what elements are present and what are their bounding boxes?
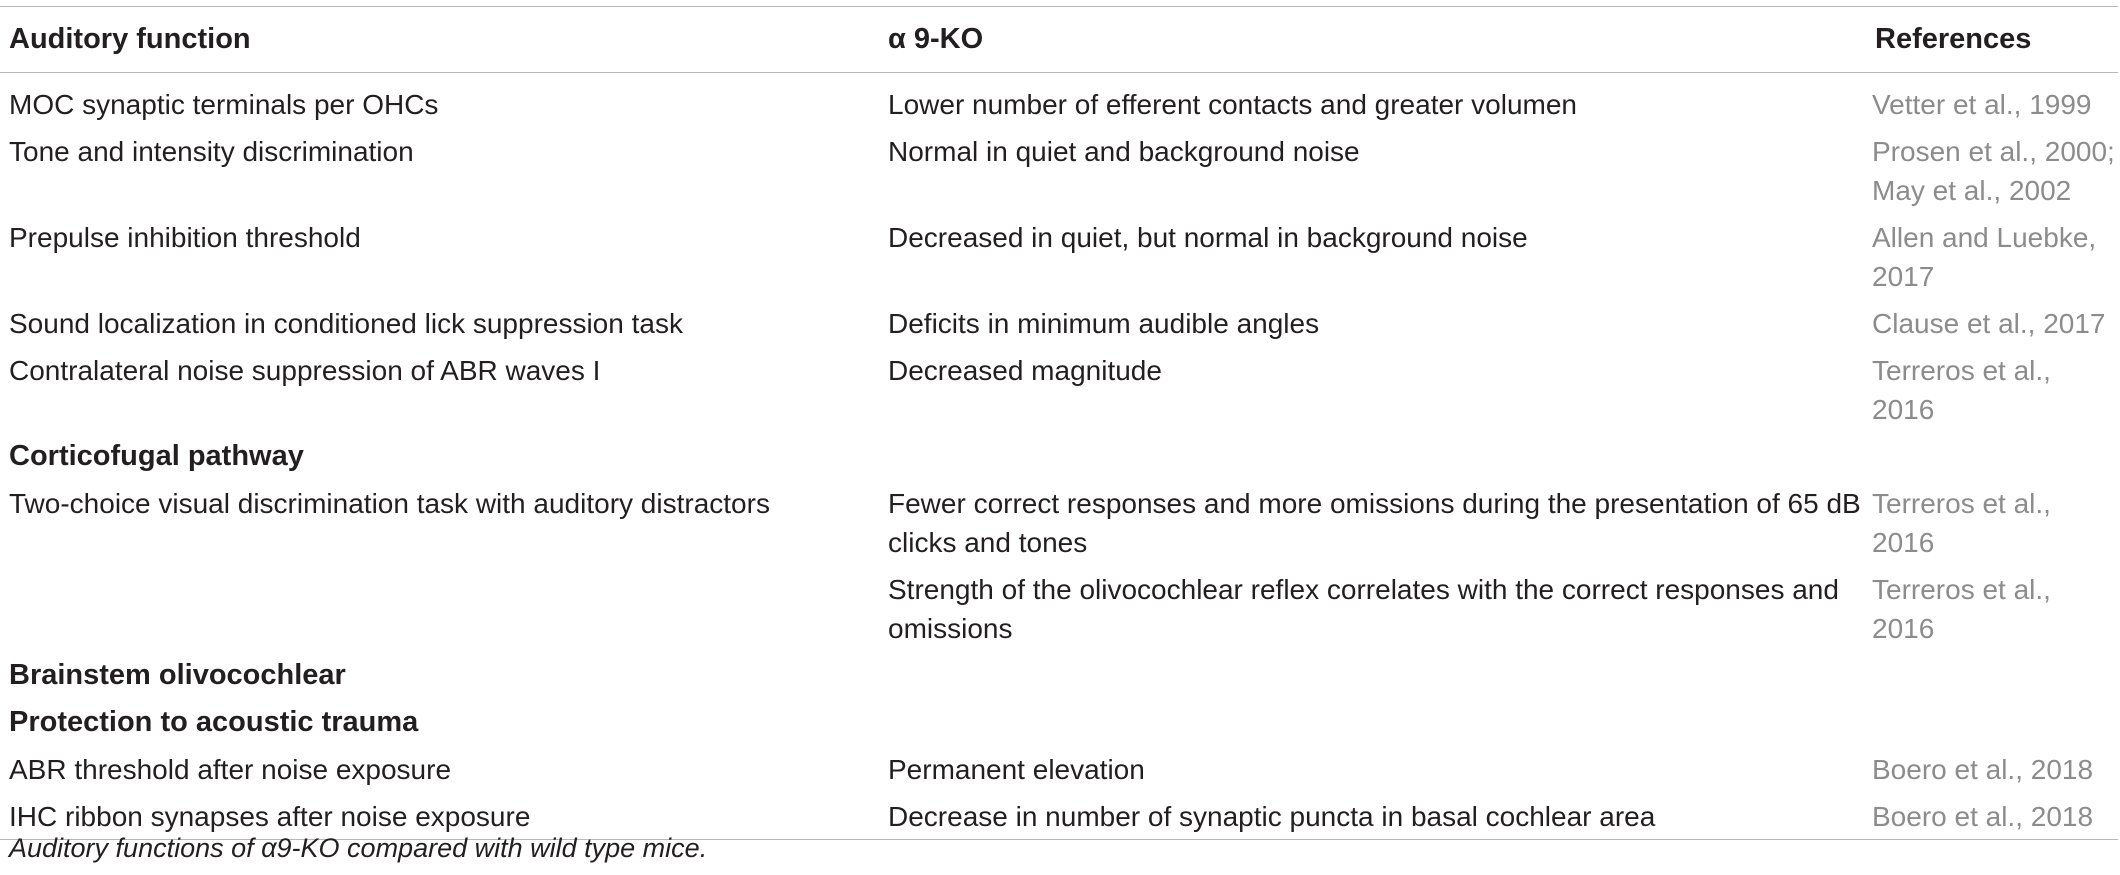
section-row	[0, 432, 2118, 479]
table-row	[0, 479, 2118, 565]
section-heading: Corticofugal pathway	[9, 440, 304, 472]
section-row	[0, 651, 2118, 698]
cell-auditory-function: Two-choice visual discrimination task with auditory distractors	[9, 488, 770, 519]
table-caption: Auditory functions of α9-KO compared with wild type mice.	[9, 833, 708, 863]
cell-auditory-function: IHC ribbon synapses after noise exposure	[9, 801, 531, 832]
cell-alpha9-ko: Permanent elevation	[888, 754, 1145, 785]
table-header-row	[0, 7, 2118, 73]
table-row	[0, 565, 2118, 651]
cell-reference: Terreros et al., 2016	[1872, 574, 2051, 644]
cell-reference: Boero et al., 2018	[1872, 801, 2094, 832]
auditory-function-table	[0, 6, 2118, 840]
cell-reference: Boero et al., 2018	[1872, 754, 2094, 785]
cell-auditory-function: Sound localization in conditioned lick suppression task	[9, 308, 683, 339]
cell-auditory-function: MOC synaptic terminals per OHCs	[9, 89, 439, 120]
section-heading: Protection to acoustic trauma	[9, 706, 419, 738]
cell-alpha9-ko: Decreased in quiet, but normal in background noise	[888, 222, 1528, 253]
cell-alpha9-ko: Strength of the olivocochlear reflex correlates with the correct responses and omissions	[888, 574, 1839, 644]
section-row	[0, 698, 2118, 745]
header-references: References	[1875, 23, 2032, 55]
header-auditory-function: Auditory function	[9, 23, 251, 55]
cell-alpha9-ko: Fewer correct responses and more omissions during the presentation of 65 dB clicks and tones	[888, 488, 1861, 558]
cell-auditory-function: Contralateral noise suppression of ABR waves I	[9, 355, 601, 386]
cell-alpha9-ko: Lower number of efferent contacts and greater volumen	[888, 89, 1577, 120]
table-row	[0, 127, 2118, 213]
table-body	[0, 73, 2118, 840]
section-heading: Brainstem olivocochlear	[9, 659, 346, 691]
cell-auditory-function	[0, 565, 879, 651]
cell-alpha9-ko: Decrease in number of synaptic puncta in basal cochlear area	[888, 801, 1656, 832]
cell-alpha9-ko: Decreased magnitude	[888, 355, 1162, 386]
cell-reference: Clause et al., 2017	[1872, 308, 2106, 339]
cell-alpha9-ko: Normal in quiet and background noise	[888, 136, 1360, 167]
cell-auditory-function: Tone and intensity discrimination	[9, 136, 414, 167]
cell-reference: Prosen et al., 2000; May et al., 2002	[1872, 136, 2115, 206]
cell-reference: Allen and Luebke, 2017	[1872, 222, 2097, 292]
table-row	[0, 299, 2118, 346]
cell-auditory-function: ABR threshold after noise exposure	[9, 754, 452, 785]
header-alpha9-ko: α 9-KO	[888, 23, 984, 55]
cell-auditory-function: Prepulse inhibition threshold	[9, 222, 361, 253]
cell-reference: Terreros et al., 2016	[1872, 488, 2051, 558]
cell-alpha9-ko: Deficits in minimum audible angles	[888, 308, 1320, 339]
cell-reference: Vetter et al., 1999	[1872, 89, 2092, 120]
table-row	[0, 213, 2118, 299]
table-row	[0, 745, 2118, 792]
cell-reference: Terreros et al., 2016	[1872, 355, 2051, 425]
table-row	[0, 73, 2118, 128]
table-row	[0, 346, 2118, 432]
